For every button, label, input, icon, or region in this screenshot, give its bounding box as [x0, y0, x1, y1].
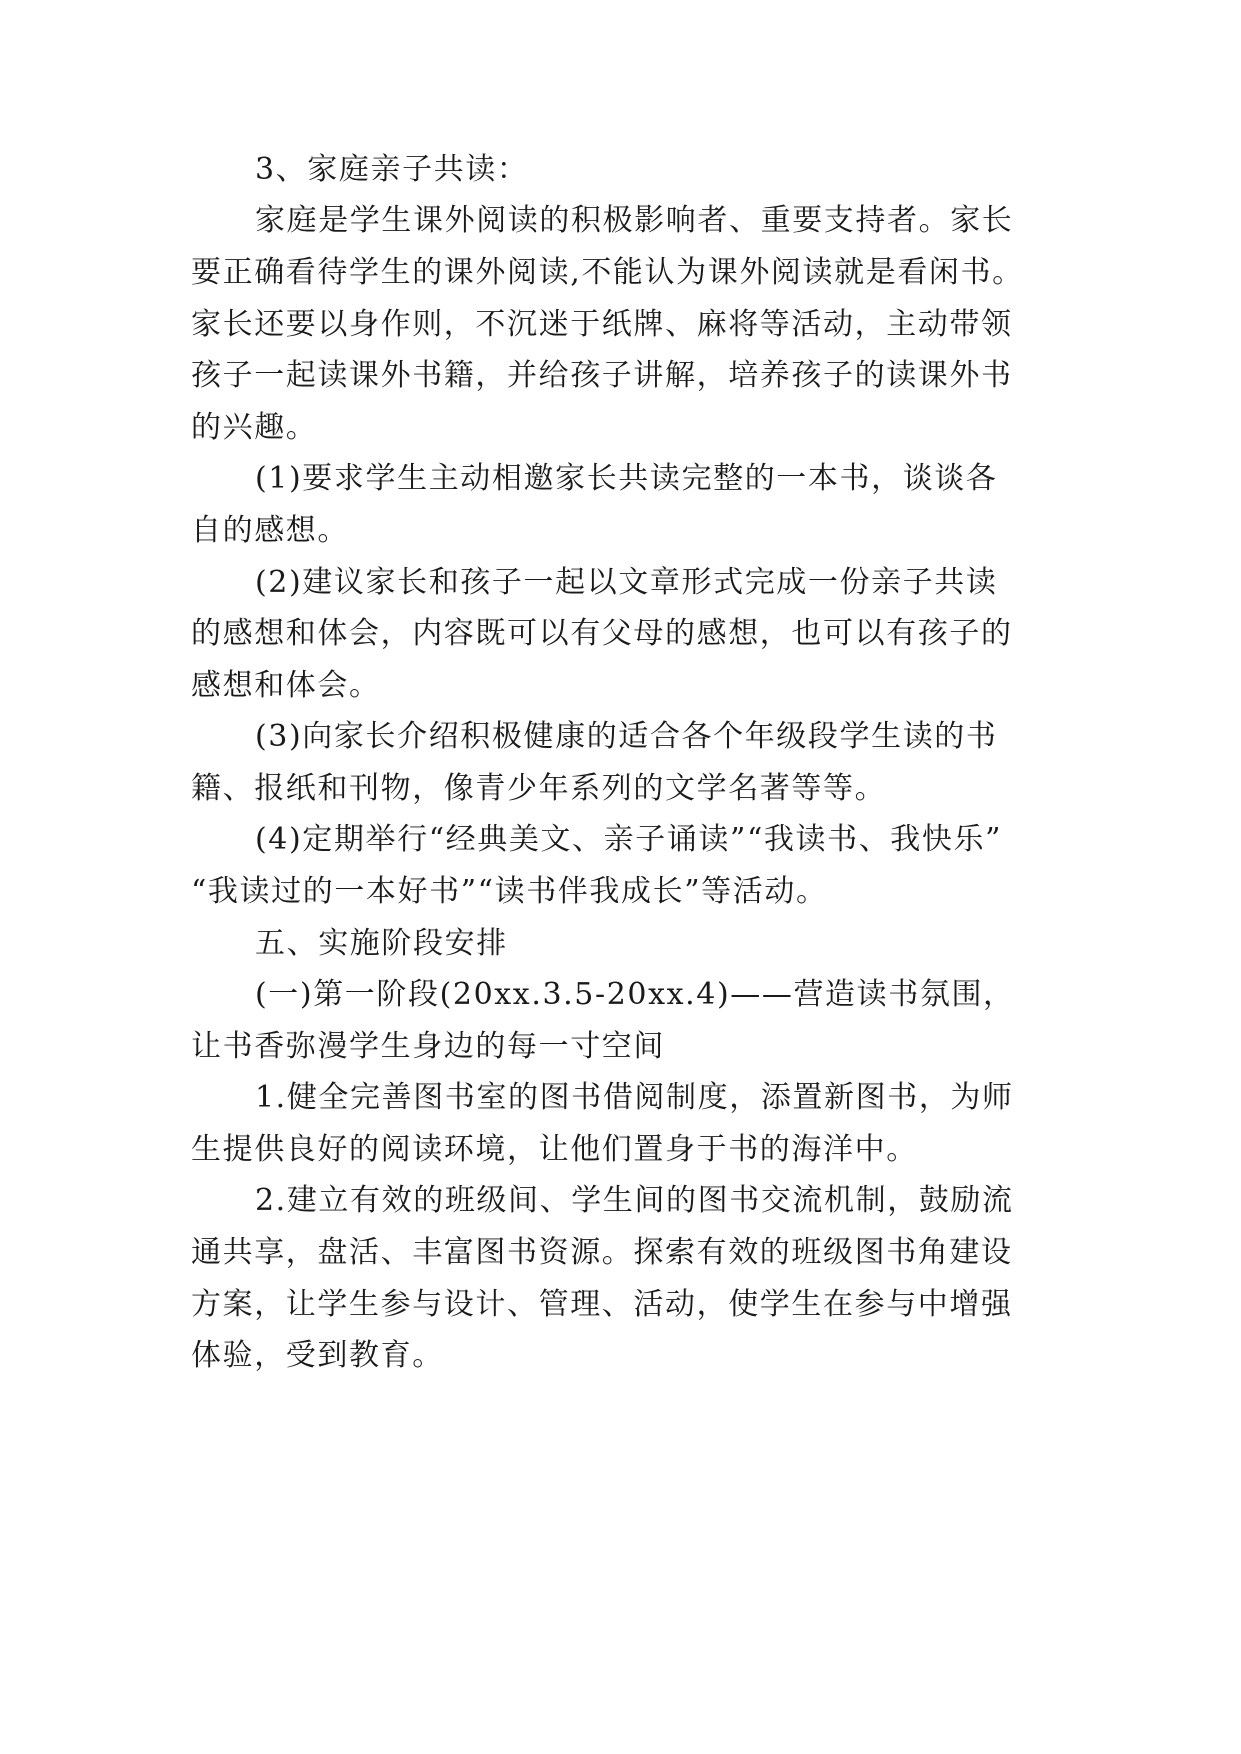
paragraph-line: 家长还要以身作则，不沉迷于纸牌、麻将等活动，主动带领 — [191, 307, 1013, 342]
subsection-heading-cont: 让书香弥漫学生身边的每一寸空间 — [191, 1029, 665, 1064]
numbered-item-1: 1.健全完善图书室的图书借阅制度，添置新图书，为师 — [255, 1080, 1014, 1115]
list-item-1-cont: 自的感想。 — [191, 513, 349, 548]
list-item-2: (2)建议家长和孩子一起以文章形式完成一份亲子共读 — [255, 565, 998, 600]
list-item-2-cont: 感想和体会。 — [191, 668, 381, 703]
numbered-item-2: 2.建立有效的班级间、学生间的图书交流机制，鼓励流 — [255, 1183, 1014, 1218]
list-item-4-cont: “我读过的一本好书”“读书伴我成长”等活动。 — [191, 874, 828, 909]
numbered-item-2-cont: 体验，受到教育。 — [191, 1338, 444, 1373]
numbered-item-1-cont: 生提供良好的阅读环境，让他们置身于书的海洋中。 — [191, 1132, 918, 1167]
list-item-3-cont: 籍、报纸和刊物，像青少年系列的文学名著等等。 — [191, 771, 887, 806]
paragraph-line: 的兴趣。 — [191, 410, 318, 445]
list-item-3: (3)向家长介绍积极健康的适合各个年级段学生读的书 — [255, 719, 998, 754]
numbered-item-2-cont: 方案，让学生参与设计、管理、活动，使学生在参与中增强 — [191, 1287, 1013, 1322]
paragraph-line: 家庭是学生课外阅读的积极影响者、重要支持者。家长 — [255, 203, 1014, 238]
list-item-4: (4)定期举行“经典美文、亲子诵读”“我读书、我快乐” — [255, 822, 1003, 857]
paragraph-line: 孩子一起读课外书籍，并给孩子讲解，培养孩子的读课外书 — [191, 358, 1013, 393]
list-item-2-cont: 的感想和体会，内容既可以有父母的感想，也可以有孩子的 — [191, 616, 1013, 651]
section-heading-family-reading: 3、家庭亲子共读： — [255, 152, 529, 187]
section-heading-implementation: 五、实施阶段安排 — [255, 926, 508, 961]
list-item-1: (1)要求学生主动相邀家长共读完整的一本书，谈谈各 — [255, 461, 998, 496]
paragraph-line: 要正确看待学生的课外阅读,不能认为课外阅读就是看闲书。 — [191, 255, 1024, 290]
numbered-item-2-cont: 通共享，盘活、丰富图书资源。探索有效的班级图书角建设 — [191, 1235, 1013, 1270]
subsection-heading-phase-one: (一)第一阶段(20xx.3.5-20xx.4)——营造读书氛围， — [255, 977, 1015, 1012]
